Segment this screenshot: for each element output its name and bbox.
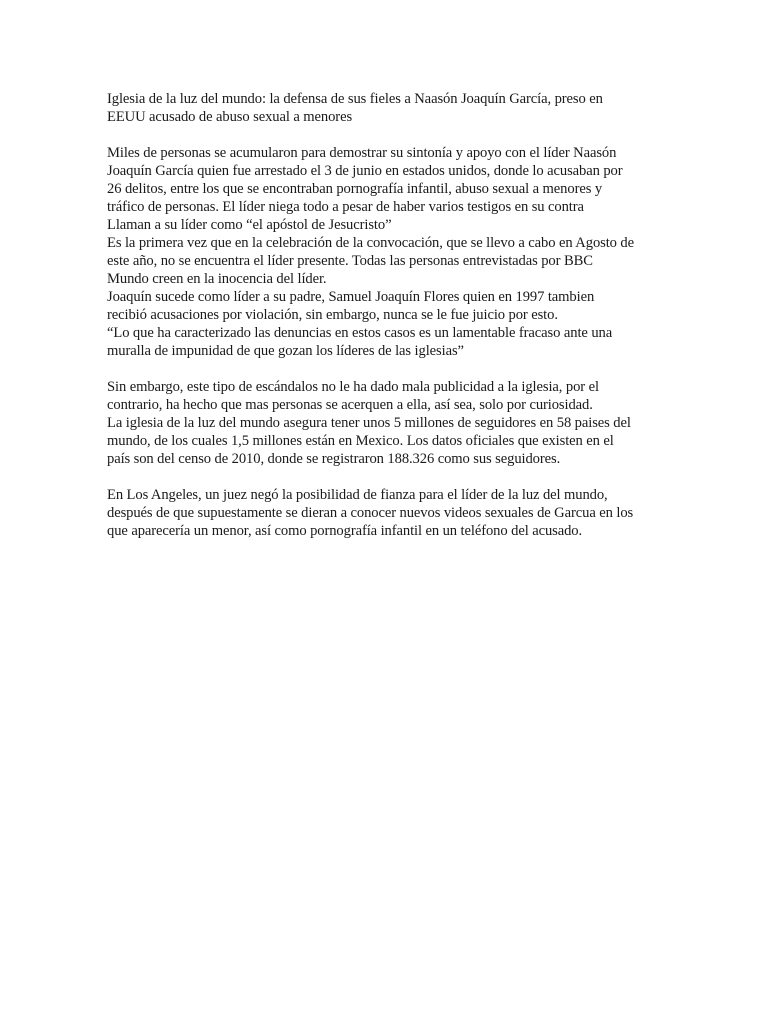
text-line: Sin embargo, este tipo de escándalos no le ha dado mala publicidad a la iglesia, por el — [107, 379, 599, 395]
document-body — [107, 90, 667, 540]
text-line: La iglesia de la luz del mundo asegura tener unos 5 millones de seguidores en 58 paises del — [107, 415, 631, 431]
text-line: Joaquín sucede como líder a su padre, Samuel Joaquín Flores quien en 1997 tambien — [107, 289, 595, 305]
text-line: este año, no se encuentra el líder presente. Todas las personas entrevistadas por BBC — [107, 253, 593, 269]
paragraph-gap — [107, 126, 667, 144]
text-line: Es la primera vez que en la celebración de la convocación, que se llevo a cabo en Agosto de — [107, 235, 634, 251]
text-line: Mundo creen en la inocencia del líder. — [107, 271, 327, 287]
text-line: EEUU acusado de abuso sexual a menores — [107, 109, 353, 125]
paragraph-1 — [107, 144, 667, 360]
paragraph-3 — [107, 486, 667, 540]
text-line: mundo, de los cuales 1,5 millones están en Mexico. Los datos oficiales que existen en el — [107, 433, 614, 449]
text-line: país son del censo de 2010, donde se registraron 188.326 como sus seguidores. — [107, 451, 561, 467]
paragraph-2 — [107, 378, 667, 468]
paragraph-gap — [107, 360, 667, 378]
text-line: muralla de impunidad de que gozan los líderes de las iglesias” — [107, 343, 464, 359]
text-line: “Lo que ha caracterizado las denuncias en estos casos es un lamentable fracaso ante una — [107, 325, 613, 341]
text-line: Joaquín García quien fue arrestado el 3 de junio en estados unidos, donde lo acusaban por — [107, 163, 623, 179]
text-line: Miles de personas se acumularon para demostrar su sintonía y apoyo con el líder Naasón — [107, 145, 617, 161]
text-line: Iglesia de la luz del mundo: la defensa de sus fieles a Naasón Joaquín García, preso en — [107, 91, 603, 107]
text-line: contrario, ha hecho que mas personas se acerquen a ella, así sea, solo por curiosidad. — [107, 397, 593, 413]
text-line: 26 delitos, entre los que se encontraban pornografía infantil, abuso sexual a menores y — [107, 181, 603, 197]
text-line: recibió acusaciones por violación, sin embargo, nunca se le fue juicio por esto. — [107, 307, 558, 323]
paragraph-gap — [107, 468, 667, 486]
text-line: En Los Angeles, un juez negó la posibilidad de fianza para el líder de la luz del mundo, — [107, 487, 608, 503]
text-line: después de que supuestamente se dieran a conocer nuevos videos sexuales de Garcua en los — [107, 505, 634, 521]
text-line: que aparecería un menor, así como pornografía infantil en un teléfono del acusado. — [107, 523, 583, 539]
article-title — [107, 90, 667, 126]
text-line: tráfico de personas. El líder niega todo a pesar de haber varios testigos en su contra — [107, 199, 584, 215]
text-line: Llaman a su líder como “el apóstol de Jesucristo” — [107, 217, 392, 233]
